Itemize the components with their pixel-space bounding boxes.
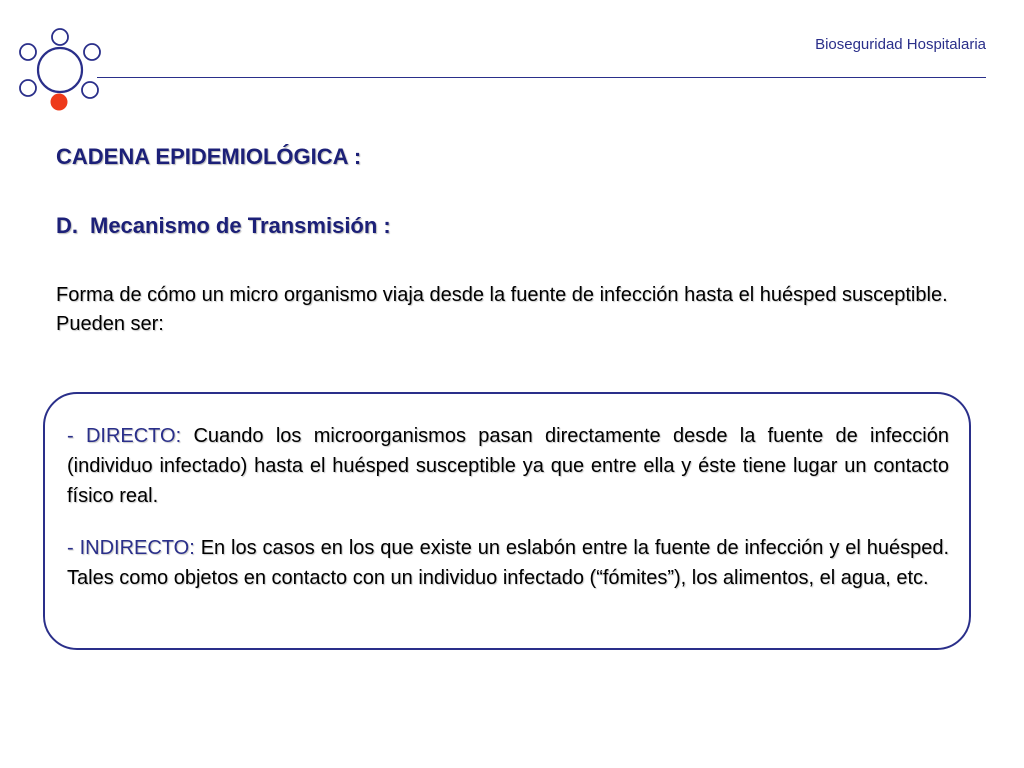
circles-logo-icon (14, 24, 110, 114)
transmission-description: Cuando los microorganismos pasan directamente desde la fuente de infección (individuo infectado) hasta el huésped susceptible ya que entre ella y éste tiene lugar un contacto físico real. (67, 425, 949, 507)
header-divider (97, 77, 986, 78)
section-letter: D. (56, 213, 78, 238)
header-title: Bioseguridad Hospitalaria (815, 36, 986, 53)
transmission-term: - DIRECTO: (67, 425, 182, 447)
transmission-term: - INDIRECTO: (67, 537, 195, 559)
section-title-text: Mecanismo de Transmisión : (90, 213, 391, 238)
transmission-description: En los casos en los que existe un eslabón entre la fuente de infección y el huésped. Tales como objetos en contacto con un individuo infectado (“fómites”), los alimentos, el agua, etc. (67, 537, 949, 589)
section-title (56, 213, 391, 239)
intro-paragraph: Forma de cómo un micro organismo viaja desde la fuente de infección hasta el huésped susceptible. Pueden ser: (56, 284, 948, 335)
page-title: CADENA EPIDEMIOLÓGICA : (56, 144, 362, 169)
transmission-item-direct (67, 421, 949, 511)
transmission-item-indirect (67, 533, 949, 593)
